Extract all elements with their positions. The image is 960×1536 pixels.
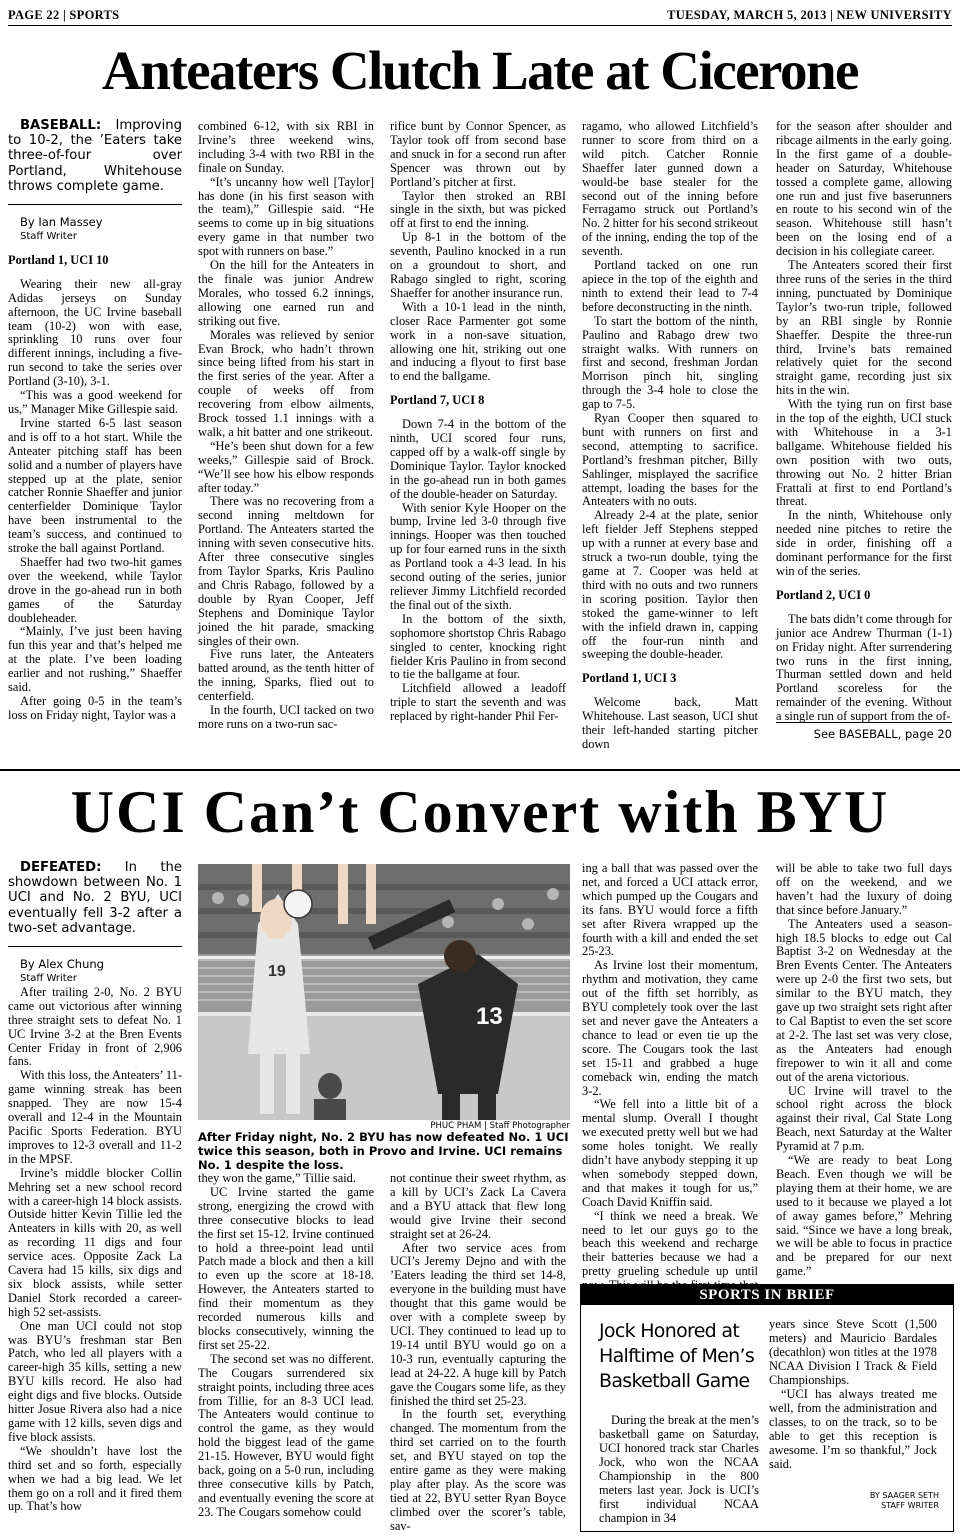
- paragraph: Portland tacked on one run apiece in the top of the eighth and ninth to extend their lead to 7-4 before deconstructing in the ninth.: [582, 258, 758, 314]
- paragraph: combined 6-12, with six RBI in Irvine’s three weekend wins, including 3-4 with two RBI in the finale on Sunday.: [198, 119, 374, 175]
- brief-byline-title: STAFF WRITER: [881, 1501, 939, 1510]
- paragraph: As Irvine lost their momentum, rhythm and motivation, they came out of the fifth set horribly, as BYU completely took over the last set and never gave the Anteaters a chance to lead or even tie up the score. The Cougars took the last set 15-11 and grabbed a huge comeback win, ending the match 3-2.: [582, 958, 758, 1098]
- volleyball-deck-label: DEFEATED:: [20, 860, 102, 875]
- paragraph: “UCI has always treated me well, from the administration and classes, to on the track, so to be able to get this reception is awesome. I’m so thankful,” Jock said.: [769, 1387, 937, 1471]
- paragraph: In the fourth, UCI tacked on two more runs on a two-run sac-: [198, 703, 374, 731]
- paragraph: On the hill for the Anteaters in the finale was junior Andrew Morales, who tossed 6.2 innings, allowing one earned run and striking out five.: [198, 258, 374, 328]
- paragraph: In the ninth, Whitehouse only needed nine pitches to retire the side in order, finishing off a dominant performance for the first win of the series.: [776, 508, 952, 578]
- paragraph: Welcome back, Matt Whitehouse. Last season, UCI shut their left-handed starting pitcher down: [582, 695, 758, 751]
- volleyball-deck-text: In the showdown between No. 1 UCI and No. 2 BYU, UCI eventually fell 3-2 after a two-set advantage.: [8, 860, 182, 936]
- paragraph: “He’s been shut down for a few weeks,” Gillespie said of Brock. “We’ll see how his elbow responds after today.”: [198, 438, 374, 495]
- paragraph: Wearing their new all-gray Adidas jerseys on Sunday afternoon, the UC Irvine baseball team (10-2) won with ease, sprinkling 10 runs over four different innings, including a five-run second to take the series over Portland (3-10), 3-1.: [8, 276, 182, 389]
- volleyball-column-3: [390, 1172, 566, 1534]
- volleyball-deck: [8, 860, 182, 936]
- paragraph: The second set was no different. The Cougars surrendered six straight points, including three aces from Tillie, for an 8-3 UCI lead. The Anteaters would continue to control the game, as they would hold the biggest lead of the game 21-15. However, BYU would fight back, going on a 5-0 run, including three consecutive kills by Patch, and eventually evening the score at 23. The Cougars somehow could: [198, 1351, 374, 1519]
- paragraph: The Anteaters scored their first three runs of the series in the third inning, punctuated by Dominique Taylor’s two-run triple, followed by an RBI single by Ronnie Shaeffer. Despite the three-run third, Irvine’s bats remained relatively quiet for the second straight game, recording just six hits in the win.: [776, 258, 952, 398]
- paragraph: “This was a good weekend for us,” Manager Mike Gillespie said.: [8, 388, 182, 416]
- paragraph: In the bottom of the sixth, sophomore shortstop Chris Rabago singled to center, knocking right fielder Kris Paulino in from second to tie the ballgame at four.: [390, 611, 566, 682]
- sports-in-brief-box: [580, 1284, 954, 1532]
- paragraph: not continue their sweet rhythm, as a kill by UCI’s Zack La Cavera and a BYU attack that flew long would give Irvine their second straight set at 26-24.: [390, 1171, 566, 1241]
- paragraph: UC Irvine will travel to the school right across the block against their rival, Cal State Long Beach, next Saturday at the Walter Pyramid at 7 p.m.: [776, 1083, 952, 1154]
- jump-link[interactable]: See BASEBALL, page 20: [776, 722, 952, 741]
- paragraph: To start the bottom of the ninth, Paulino and Rabago drew two straight walks. With runners on first and second, freshman Jordan Morrison pinch hit, singling through the 3-4 hole to close the gap to 7-5.: [582, 313, 758, 412]
- baseball-column-3: [390, 120, 566, 724]
- paragraph: years since Steve Scott (1,500 meters) and Mauricio Bardales (decathlon) won titles at the 1978 NCAA Division I Track & Field Championships.: [769, 1317, 937, 1387]
- volleyball-column-4: [582, 862, 758, 1307]
- baseball-column-2: [198, 120, 374, 732]
- sports-in-brief-banner: SPORTS IN BRIEF: [581, 1285, 953, 1305]
- volleyball-column-5: [776, 862, 952, 1279]
- baseball-deck: [8, 118, 182, 194]
- paragraph: for the season after shoulder and ribcage ailments in the early going. In the first game of a double-header on Saturday, Whitehouse tossed a complete game, allowing one run and just five baserunners en route to his second win of the season. Whitehouse still hasn’t been on the losing end of a decision in his collegiate career.: [776, 119, 952, 259]
- paragraph: they won the game,” Tillie said.: [198, 1171, 356, 1185]
- paragraph: After going 0-5 in the team’s loss on Friday night, Taylor was a: [8, 694, 182, 722]
- volleyball-photo-illustration: [198, 864, 570, 1120]
- issue-date-label: TUESDAY, MARCH 5, 2013 | NEW UNIVERSITY: [667, 8, 952, 22]
- paragraph: Down 7-4 in the bottom of the ninth, UCI scored four runs, capped off by a walk-off single by Dominique Taylor. Taylor knocked in the go-ahead run in both games of the double-header on Saturday.: [390, 417, 566, 501]
- paragraph: There was no recovering from a second inning meltdown for Portland. The Anteaters started the inning with seven consecutive hits. After three consecutive singles from Taylor Sparks, Kris Paulino and Chris Rabago, followed by a double by Ryan Cooper, Jeff Stephens and Dominique Taylor joined the hit parade, smacking singles of their own.: [198, 494, 374, 648]
- paragraph: Morales was relieved by senior Evan Brock, who hadn’t thrown since being lifted from his start in the first series of the year. After a couple of weeks off from recovering from elbow ailments, Brock tossed 1.1 innings with a walk, a hit batter and one strikeout.: [198, 327, 374, 439]
- deck-rule: [8, 204, 182, 205]
- photo-caption: After Friday night, No. 2 BYU has now defeated No. 1 UCI twice this season, both in Provo and Irvine. UCI remains No. 1 despite the loss.: [198, 1130, 569, 1172]
- baseball-subhead-3: Portland 1, UCI 3: [582, 671, 677, 686]
- paragraph: Irvine’s middle blocker Collin Mehring set a new school record with a career-high 14 block assists. Outside hitter Kevin Tillie led the Anteaters in kills with 20, as well as recording 11 digs and four service aces. Opposite Zack La Cavera had 15 kills, six digs and six block assists, while setter Daniel Stork recorded a career-high 52 set-assists.: [8, 1165, 182, 1319]
- paragraph: Taylor then stroked an RBI single in the sixth, but was picked off at first to end the inning.: [390, 188, 566, 231]
- baseball-column-1: [8, 118, 182, 723]
- jersey-number-a: 19: [268, 963, 286, 980]
- paragraph: UC Irvine started the game strong, energizing the crowd with three consecutive blocks to lead the first set 15-12. Irvine continued to hold a three-point lead until Patch made a block and then a kill to even up the score at 18-18. However, the Anteaters started to find their momentum as they recorded numerous kills and blocks consecutively, winning the first set 25-22.: [198, 1184, 374, 1352]
- paragraph: In the fourth set, everything changed. The momentum from the third set carried on to the fourth set, and BYU stayed on top the entire game as they were making play after play. As the score was tied at 22, BYU setter Ryan Boyce climbed over the scorer’s table, sav-: [390, 1407, 566, 1533]
- page-header: [8, 6, 952, 24]
- paragraph: ragamo, who allowed Litchfield’s runner to score from third on a wild pitch. Catcher Ronnie Shaeffer later gunned down a would-be base stealer for the second out of the inning before Ferragamo struck out Portland’s No. 2 hitter for his second strikeout of the inning, ending the top of the seventh.: [582, 119, 758, 259]
- paragraph: The bats didn’t come through for junior ace Andrew Thurman (1-1) on Friday night. After surrendering two runs in the first inning, Thurman settled down and held Portland scoreless for the remainder of the evening. Without a single run of support from the of-: [776, 611, 952, 724]
- paragraph: “Mainly, I’ve just been having fun this year and that’s helped me at the plate. I’ve been loading earlier and not rushing,” Shaeffer said.: [8, 624, 182, 695]
- volleyball-column-2: [198, 1172, 374, 1520]
- header-rule: [8, 25, 952, 26]
- baseball-headline: Anteaters Clutch Late at Cicerone: [102, 40, 858, 101]
- paragraph: With the tying run on first base in the top of the eighth, UCI stuck with Whitehouse in a 3-1 ballgame. Whitehouse fielded his own position with two outs, throwing out No. 2 hitter Brian Frattali at first to end Portland’s threat.: [776, 397, 952, 509]
- paragraph: Already 2-4 at the plate, senior left fielder Jeff Stephens stepped up with a runner at every base and struck a two-run double, tying the game at 7. Cooper was held at third with no outs and two runners in scoring position. Taylor then stoked the game-winner to left with the infield drawn in, capping off the four-run ninth and sweeping the double-header.: [582, 508, 758, 662]
- volleyball-column-1: [8, 860, 182, 1514]
- paragraph: ing a ball that was passed over the net, and forced a UCI attack error, which pumped up the Cougars and its fans. BYU would force a fifth set after Rivera wrapped up the fourth with a kill and ended the set 25-23.: [582, 861, 758, 959]
- brief-column-1: [599, 1413, 759, 1525]
- brief-title: Jock Honored at Halftime of Men’s Basketball Game: [599, 1320, 755, 1392]
- paragraph: will be able to take two full days off on the weekend, and we haven’t had the luxury of doing that since before January.”: [776, 861, 952, 917]
- paragraph: With a 10-1 lead in the ninth, closer Race Parmenter got some work in a non-save situation, allowing one hit, striking out one and inducing a flyout to first base to end the ballgame.: [390, 299, 566, 384]
- baseball-byline-title: Staff Writer: [20, 231, 77, 243]
- paragraph: “We are ready to beat Long Beach. Even though we will be playing them at their home, we are used to it because we played a lot of away games before,” Mehring said. “Since we have a long break, we will be able to focus in practice and be prepared for our next game.”: [776, 1153, 952, 1279]
- paragraph: Five runs later, the Anteaters batted around, as the tenth hitter of the inning, Sparks, flied out to centerfield.: [198, 647, 374, 704]
- brief-column-2: [769, 1317, 937, 1471]
- paragraph: Litchfield allowed a leadoff triple to start the seventh and was replaced by right-hander Phil Fer-: [390, 681, 566, 724]
- baseball-column-4: [582, 120, 758, 752]
- brief-byline: [829, 1491, 939, 1511]
- paragraph: After two service aces from UCI’s Jeremy Dejno and with the ’Eaters leading the third set 14-8, everyone in the building must have thought that this game would be over with a complete sweep by UCI. They continued to lead up to 19-14 until BYU would go on a 10-3 run, eventually capturing the lead at 24-22. A huge kill by Patch gave the Cougars some life, as they finished the third set 25-23.: [390, 1240, 566, 1408]
- jersey-number-b: 13: [476, 1003, 503, 1030]
- page-section-label: PAGE 22 | SPORTS: [8, 8, 120, 22]
- deck-rule: [8, 946, 182, 947]
- volleyball-photo: [198, 864, 570, 1120]
- paragraph: The Anteaters used a season-high 18.5 blocks to edge out Cal Baptist 3-2 on Wednesday at the Bren Events Center. The Anteaters were up 2-0 the first two sets, but similar to the BYU match, they gave up two straight sets right after to Cal Baptist to even the set score at 2-2. The last set was very close, as the Anteaters had enough firepower to win it all and come out of the arena victorious.: [776, 916, 952, 1084]
- photo-credit: PHUC PHAM | Staff Photographer: [430, 1121, 570, 1131]
- paragraph: After trailing 2-0, No. 2 BYU came out victorious after winning three straight sets to defeat No. 1 UC Irvine 3-2 at the Bren Events Center Friday in front of 2,906 fans.: [8, 984, 182, 1069]
- baseball-subhead-1: Portland 1, UCI 10: [8, 252, 109, 267]
- volleyball-headline: UCI Can’t Convert with BYU: [70, 779, 890, 845]
- volleyball-ball-icon: [284, 890, 312, 918]
- paragraph: During the break at the men’s basketball game on Saturday, UCI honored track star Charles Jock, who won the NCAA Championship in the 800 meters last year. Jock is UCI’s first individual NCAA champion in 34: [599, 1413, 759, 1525]
- paragraph: With senior Kyle Hooper on the bump, Irvine led 3-0 through five innings. Hooper was then touched up for four earned runs in the sixth as Portland took a 4-3 lead. In his second outing of the series, junior reliever Jimmy Litchfield recorded the final out of the sixth.: [390, 500, 566, 612]
- baseball-column-5: [776, 120, 952, 724]
- paragraph: rifice bunt by Connor Spencer, as Taylor took off from second base and snuck in for a second run after Spencer was thrown out by Portland’s pitcher at first.: [390, 119, 566, 189]
- paragraph: “I think we need a break. We need to let our guys go to the beach this weekend and recharge their batteries because we had a pretty grueling schedule up until: [582, 1208, 758, 1279]
- paragraph: Ryan Cooper then squared to bunt with runners on first and second, attempting to sacrifice. Portland’s freshman pitcher, Billy Sahlinger, misplayed the sacrifice attempt, loading the bases for the Anteaters with no outs.: [582, 411, 758, 509]
- paragraph: “It’s uncanny how well [Taylor] has done (in his first season with the team),” Gillespie said. “He seems to come up in big situations every game in that number two spot with runners on base.”: [198, 174, 374, 259]
- paragraph: Irvine started 6-5 last season and is off to a hot start. While the Anteater pitching staff has been solid and a number of players have stepped up at the plate, senior catcher Ronnie Shaeffer and junior centerfielder Dominique Taylor have been instrumental to the team’s success, and continued to stroke the ball against Portland.: [8, 415, 182, 556]
- paragraph: “We fell into a little bit of a mental slump. Overall I thought we executed pretty well but we had some holes tonight. We really didn’t have anybody stepping it up when somebody stepped down, and that makes it tough for us,” Coach David Kniffin said.: [582, 1097, 758, 1209]
- baseball-subhead-2: Portland 7, UCI 8: [390, 393, 485, 408]
- baseball-subhead-4: Portland 2, UCI 0: [776, 587, 871, 602]
- volleyball-byline: By Alex Chung: [20, 957, 104, 972]
- paragraph: One man UCI could not stop was BYU’s freshman star Ben Patch, who led all players with a career-high 35 kills, setting a new BYU kills record. He also had eight digs and five blocks. Outside hitter Josue Rivera also had a nice game with 12 kills, seven digs and five block assists.: [8, 1318, 182, 1444]
- paragraph: Shaeffer had two two-hit games over the weekend, while Taylor drove in the go-ahead run in both games of the Saturday doubleheader.: [8, 554, 182, 625]
- paragraph: With this loss, the Anteaters’ 11-game winning streak has been snapped. They are now 15-4 overall and 12-4 in the Mountain Pacific Sports Federation. BYU improves to 12-3 overall and 11-2 in the MPSF.: [8, 1068, 182, 1166]
- paragraph: “We shouldn’t have lost the third set and so forth, especially when we had a big lead. We let them go on a roll and it fired them up. That’s how: [8, 1443, 182, 1514]
- brief-byline-name: BY SAAGER SETH: [869, 1491, 939, 1500]
- section-divider: [0, 769, 960, 771]
- baseball-deck-text: Improving to 10-2, the ’Eaters take three-of-four over Portland, Whitehouse throws complete game.: [8, 118, 182, 194]
- baseball-byline: By Ian Massey: [20, 215, 103, 230]
- baseball-deck-label: BASEBALL:: [20, 118, 102, 133]
- paragraph: Up 8-1 in the bottom of the seventh, Paulino knocked in a run on a groundout to short, and Rabago singled to right, scoring Shaeffer for another insurance run.: [390, 230, 566, 300]
- volleyball-byline-title: Staff Writer: [20, 973, 77, 985]
